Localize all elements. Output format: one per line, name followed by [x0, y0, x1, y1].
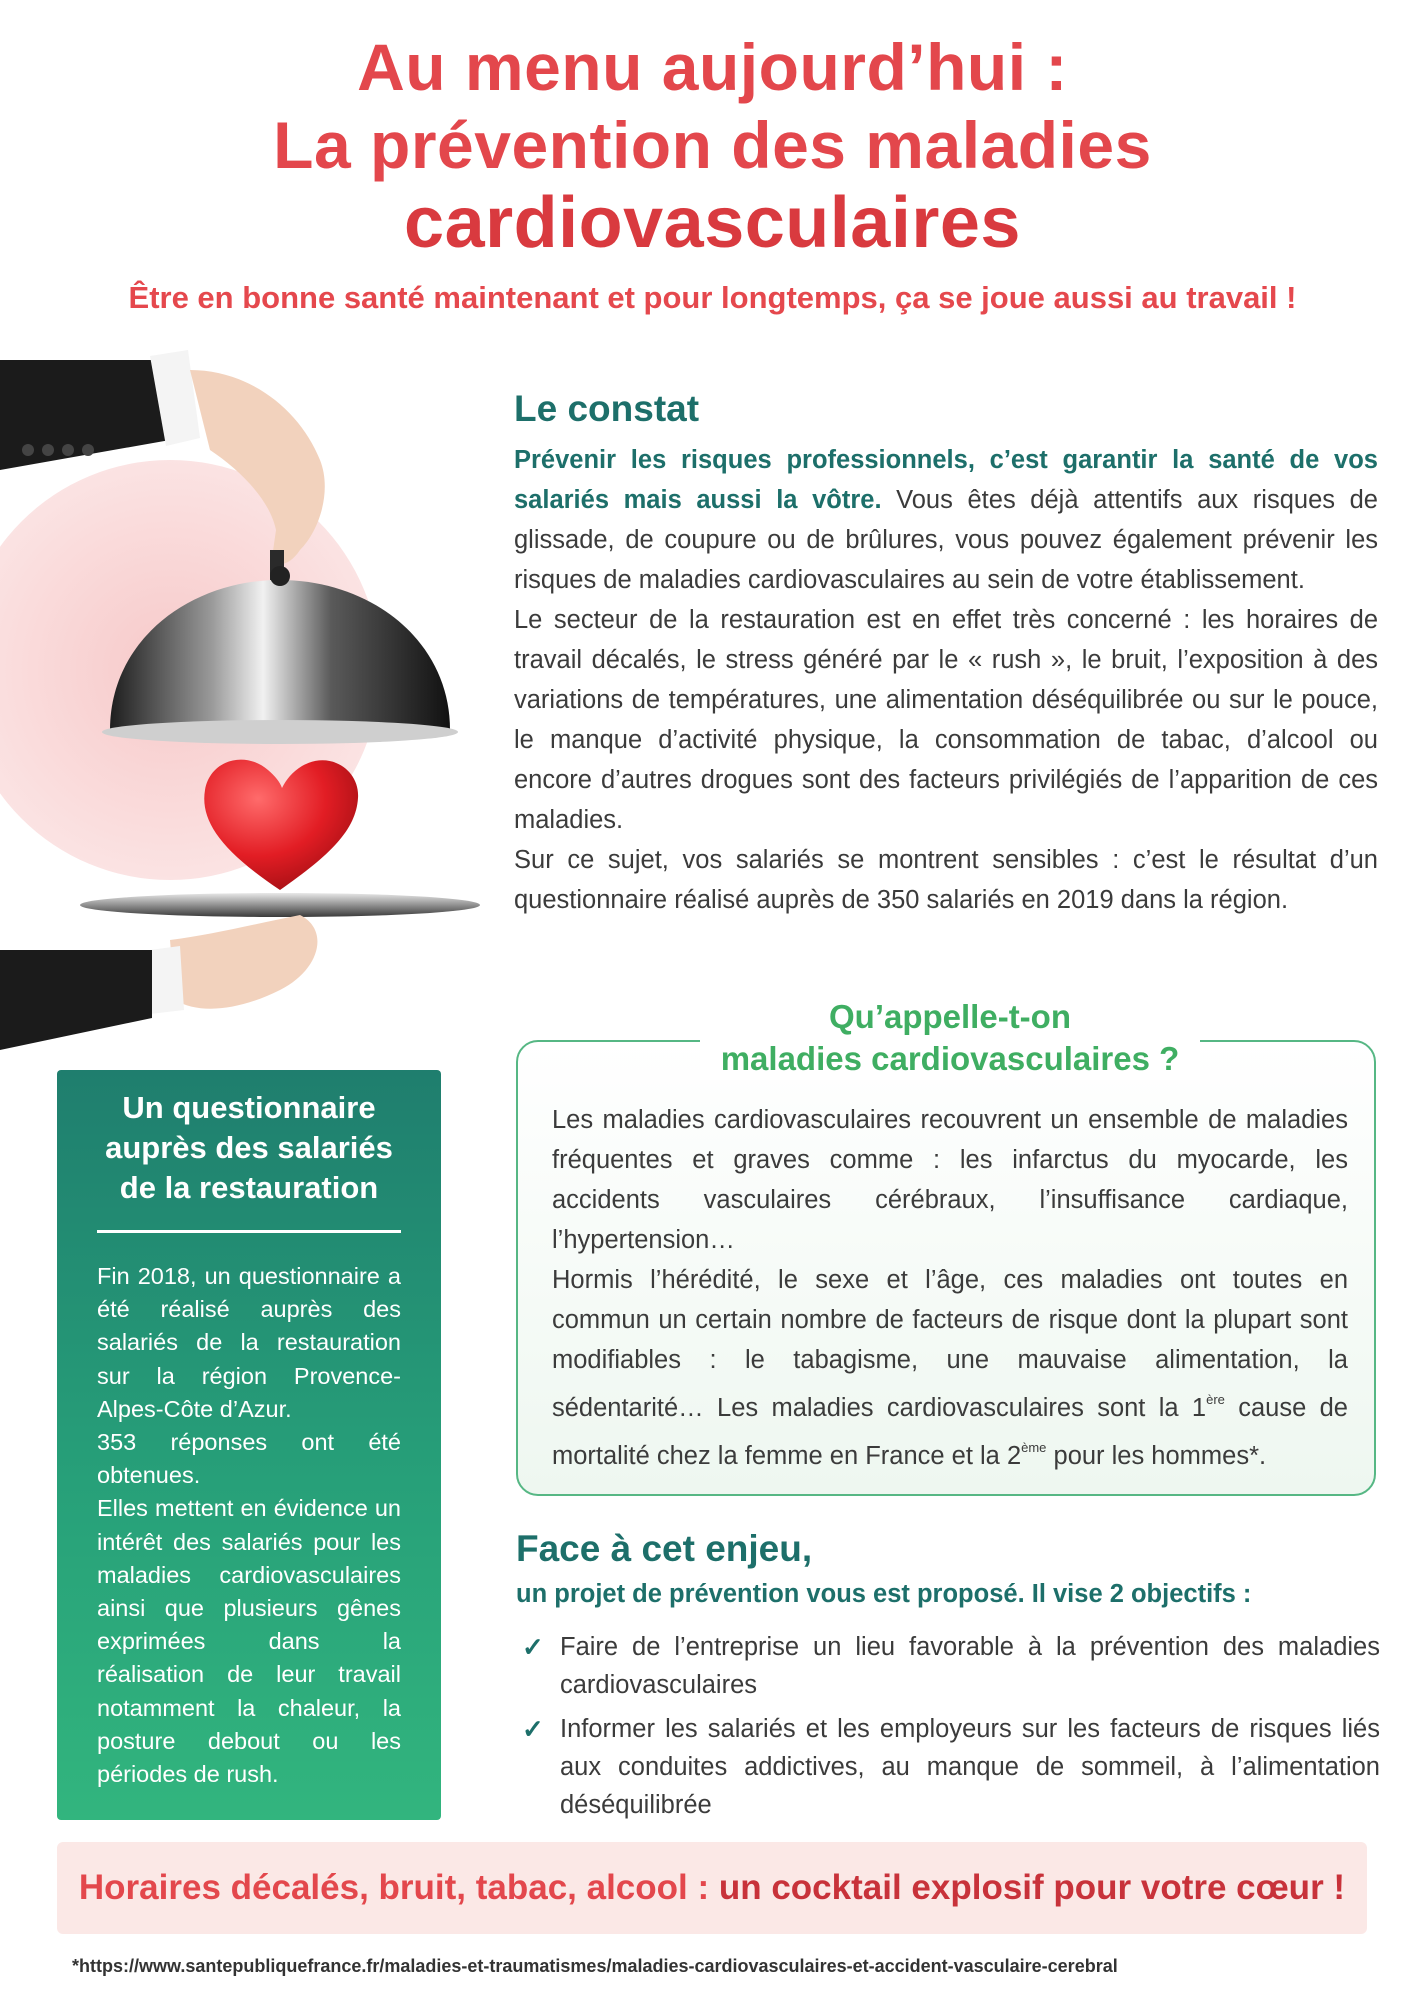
cloche-heart-illustration — [0, 350, 500, 1110]
constat-paragraph-3: Sur ce sujet, vos salariés se montrent sensibles : c’est le résultat d’un questionnaire réalisé auprès de 350 salariés en 2019 dans la région. — [514, 846, 1378, 914]
definition-p2-b: cause de mortalité chez la femme en France et la 2 — [552, 1394, 1348, 1470]
enjeu-subtitle: un projet de prévention vous est proposé. Il vise 2 objectifs : — [516, 1580, 1252, 1608]
lower-cuff — [150, 946, 184, 1014]
title-line-1: Au menu aujourd’hui : — [357, 30, 1068, 104]
banner-part-1: Horaires décalés, bruit, tabac, alcool : — [78, 1868, 719, 1907]
checkmark-icon: ✓ — [522, 1632, 544, 1662]
definition-p2-c: pour les hommes*. — [1046, 1442, 1267, 1470]
sidebar-title-line-1: Un questionnaire — [122, 1090, 376, 1125]
checkmark-icon: ✓ — [522, 1714, 544, 1744]
bottom-banner — [57, 1842, 1367, 1934]
constat-section — [514, 440, 1378, 920]
objective-text: Faire de l’entreprise un lieu favorable à la prévention des maladies cardiovasculaires — [560, 1633, 1380, 1699]
sidebar-paragraph-3: Elles mettent en évidence un intérêt des salariés pour les maladies cardiovasculaires ainsi que plusieurs gênes exprimées dans la réalisation de leur travail notamment la chaleur, la posture debout ou les périodes de rush. — [97, 1495, 401, 1788]
page-title — [0, 28, 1425, 262]
serving-tray — [80, 893, 480, 917]
objective-item — [516, 1710, 1380, 1824]
superscript-second: ème — [1021, 1440, 1047, 1455]
definition-title-line-2: maladies cardiovasculaires ? — [720, 1040, 1180, 1077]
definition-paragraph-1: Les maladies cardiovasculaires recouvrent un ensemble de maladies fréquentes et graves comme : les infarctus du myocarde, les accidents vasculaires cérébraux, l’insuffisance cardiaque, l’hypertension… — [552, 1106, 1348, 1254]
sidebar-paragraph-2: 353 réponses ont été obtenues. — [97, 1429, 401, 1489]
sidebar-title — [57, 1088, 441, 1208]
constat-paragraph-1 — [514, 440, 1378, 600]
survey-sidebar — [57, 1070, 441, 1820]
sidebar-paragraph-1: Fin 2018, un questionnaire a été réalisé auprès des salariés de la restauration sur la région Provence-Alpes-Côte d’Azur. — [97, 1263, 401, 1422]
superscript-first: ère — [1206, 1392, 1225, 1407]
sidebar-divider — [97, 1230, 401, 1233]
definition-title — [700, 996, 1200, 1080]
enjeu-title: Face à cet enjeu, — [516, 1528, 813, 1569]
constat-lead: Prévenir les risques professionnels, c’est garantir la santé de vos salariés mais aussi la vôtre. — [514, 446, 1378, 514]
lower-sleeve — [0, 950, 152, 1050]
definition-paragraph-2 — [552, 1260, 1348, 1476]
lower-hand — [170, 915, 317, 1009]
sidebar-body — [97, 1260, 401, 1791]
cloche-rim — [102, 720, 458, 744]
objectives-list — [516, 1628, 1380, 1830]
sidebar-title-line-2: auprès des salariés — [105, 1130, 393, 1165]
sidebar-title-line-3: de la restauration — [119, 1170, 379, 1205]
definition-body — [552, 1100, 1348, 1476]
constat-paragraph-2: Le secteur de la restauration est en effet très concerné : les horaires de travail décalés, le stress généré par le « rush », le bruit, l’exposition à des variations de températures, une alimentation déséquilibrée ou sur le pouce, le manque d’activité physique, la consommation de tabac, d’alcool ou encore d’autres drogues sont des facteurs privilégiés de l’apparition de ces maladies. — [514, 606, 1378, 834]
title-line-2: La prévention des maladies — [273, 108, 1152, 182]
constat-p1-rest: Vous êtes déjà attentifs aux risques de glissade, de coupure ou de brûlures, vous pouvez également prévenir les risques de maladies cardiovasculaires au sein de votre établissement. — [514, 486, 1378, 594]
footnote-source: *https://www.santepubliquefrance.fr/maladies-et-traumatismes/maladies-cardiovasculaires-et-accident-vasculaire-cerebral — [72, 1956, 1118, 1976]
definition-title-line-1: Qu’appelle-t-on — [829, 998, 1071, 1035]
title-line-3: cardiovasculaires — [404, 183, 1021, 263]
definition-p2-a: Hormis l’hérédité, le sexe et l’âge, ces maladies ont toutes en commun un certain nombre de facteurs de risque dont la plupart sont modifiables : le tabagisme, une mauvaise alimentation, la sédentarité… Les maladies cardiovasculaires sont la 1 — [552, 1266, 1348, 1422]
objective-text: Informer les salariés et les employeurs sur les facteurs de risques liés aux conduites addictives, au manque de sommeil, à l’alimentation déséquilibrée — [560, 1715, 1380, 1819]
constat-title: Le constat — [514, 388, 700, 429]
page-subtitle: Être en bonne santé maintenant et pour longtemps, ça se joue aussi au travail ! — [128, 280, 1297, 315]
objective-item — [516, 1628, 1380, 1704]
banner-part-2: un cocktail explosif pour votre cœur ! — [718, 1868, 1346, 1907]
